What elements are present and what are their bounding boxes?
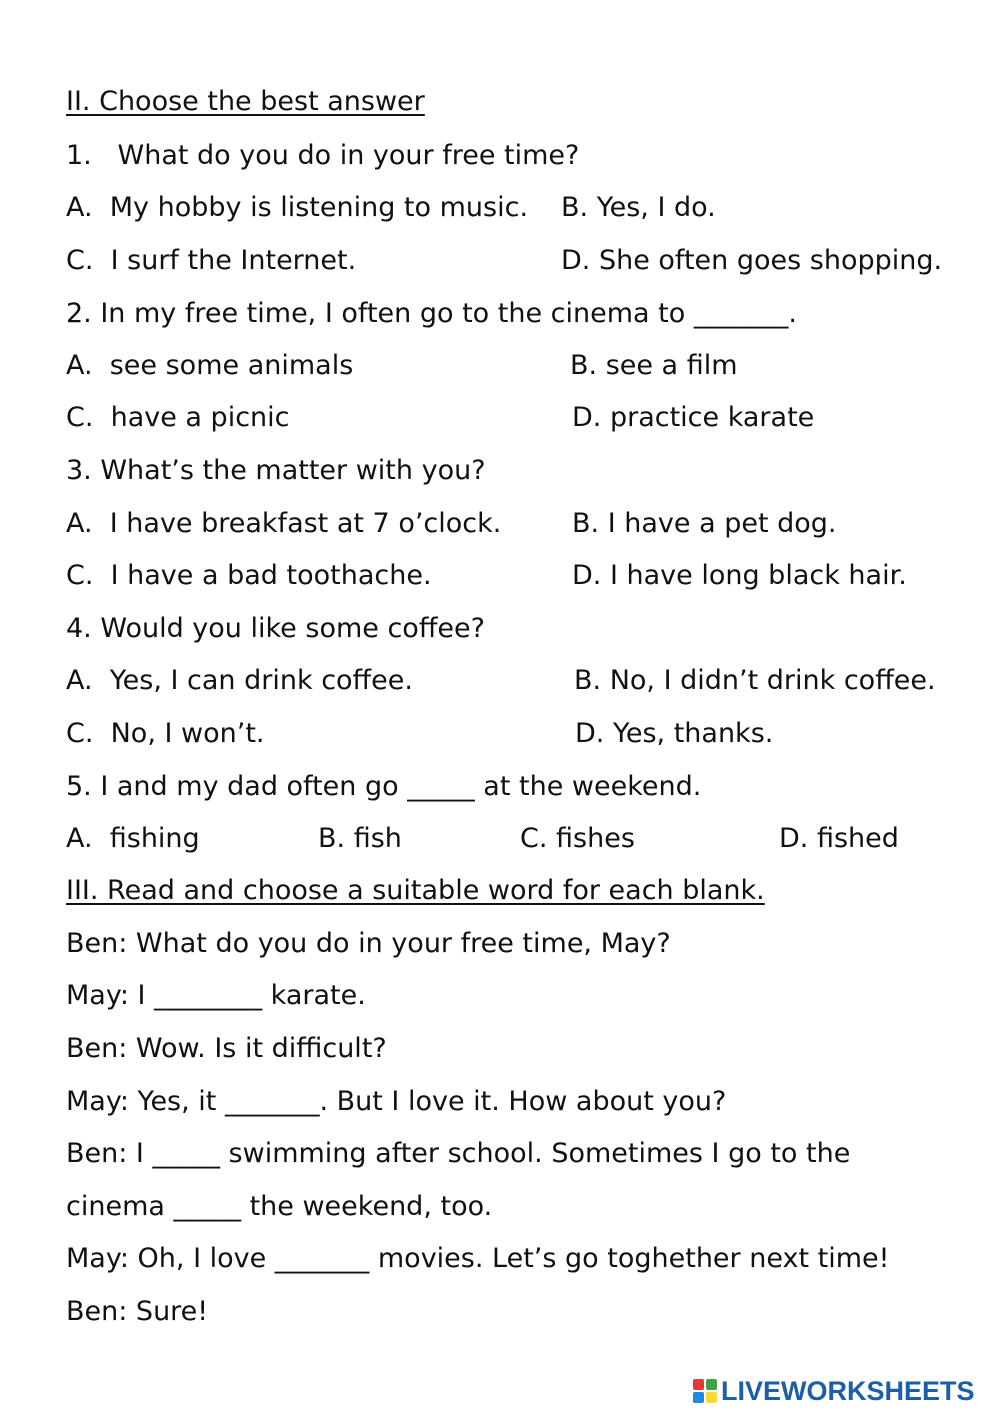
question-5-option-b[interactable]: B. fish [318,823,402,854]
question-2-stem: 2. In my free time, I often go to the cinema to _______. [66,298,797,329]
question-5-option-a[interactable]: A. fishing [66,823,200,854]
question-5-option-d[interactable]: D. fished [779,823,899,854]
question-3-option-c[interactable]: C. I have a bad toothache. [66,560,432,591]
question-2-option-d[interactable]: D. practice karate [572,402,815,433]
question-3-option-a[interactable]: A. I have breakfast at 7 o’clock. [66,508,502,539]
question-4-option-b[interactable]: B. No, I didn’t drink coffee. [574,665,936,696]
dialogue-line: cinema _____ the weekend, too. [66,1191,493,1222]
question-3-option-d[interactable]: D. I have long black hair. [572,560,907,591]
logo-square [693,1379,704,1390]
question-1-option-c[interactable]: C. I surf the Internet. [66,245,357,276]
dialogue-line: May: Oh, I love _______ movies. Let’s go toghether next time! [66,1243,890,1274]
liveworksheets-logo-icon [693,1379,717,1403]
logo-square [706,1392,717,1403]
liveworksheets-brand[interactable] [693,1374,975,1408]
question-5-stem: 5. I and my dad often go _____ at the weekend. [66,771,702,802]
logo-square [706,1379,717,1390]
question-1-stem: 1. What do you do in your free time? [66,140,580,171]
question-5-option-c[interactable]: C. fishes [520,823,635,854]
dialogue-line: Ben: I _____ swimming after school. Sometimes I go to the [66,1138,851,1169]
question-3-stem: 3. What’s the matter with you? [66,455,486,486]
section-2-heading: II. Choose the best answer [66,86,425,117]
question-2-option-b[interactable]: B. see a film [570,350,738,381]
question-4-option-a[interactable]: A. Yes, I can drink coffee. [66,665,413,696]
dialogue-line: Ben: What do you do in your free time, May? [66,928,671,959]
dialogue-line: May: Yes, it _______. But I love it. How about you? [66,1086,727,1117]
question-4-option-c[interactable]: C. No, I won’t. [66,718,265,749]
question-1-option-b[interactable]: B. Yes, I do. [561,192,716,223]
question-1-option-a[interactable]: A. My hobby is listening to music. [66,192,529,223]
question-4-stem: 4. Would you like some coffee? [66,613,485,644]
brand-name: LIVEWORKSHEETS [721,1375,975,1406]
section-3-heading: III. Read and choose a suitable word for each blank. [66,875,765,906]
question-1-option-d[interactable]: D. She often goes shopping. [561,245,943,276]
question-4-option-d[interactable]: D. Yes, thanks. [575,718,774,749]
dialogue-line: May: I ________ karate. [66,980,366,1011]
logo-square [693,1392,704,1403]
question-3-option-b[interactable]: B. I have a pet dog. [572,508,837,539]
question-2-option-c[interactable]: C. have a picnic [66,402,290,433]
question-2-option-a[interactable]: A. see some animals [66,350,354,381]
dialogue-line: Ben: Wow. Is it difficult? [66,1033,387,1064]
dialogue-line: Ben: Sure! [66,1296,209,1327]
